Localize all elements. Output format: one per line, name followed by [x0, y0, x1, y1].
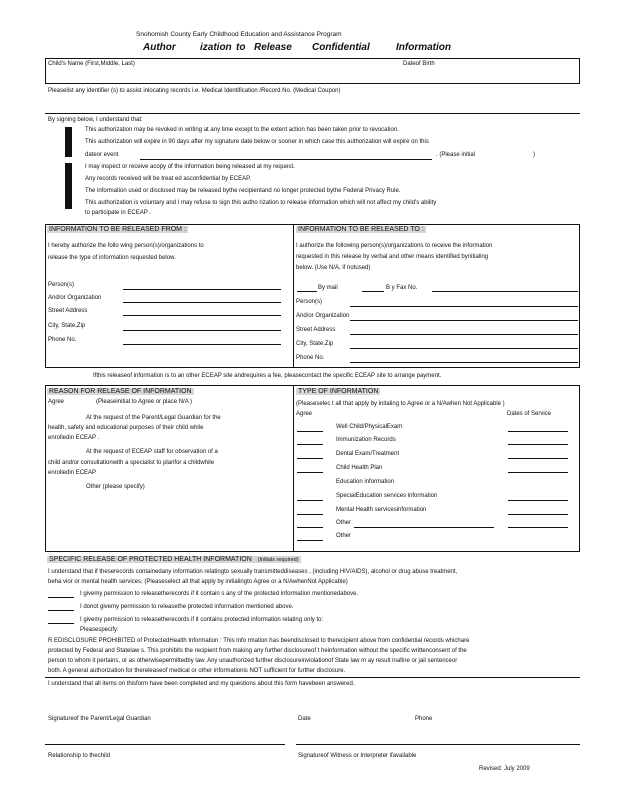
child-name-label: Child's Name (First,Middle, Last) — [48, 61, 135, 67]
type-item: Education information — [336, 479, 395, 485]
type-date-field[interactable] — [508, 514, 568, 515]
type-item: Child Health Plan — [336, 465, 383, 471]
identifier-label: Pleaselist any identifier (s) to assist inlocating records i.e. Medical Identification /Record No. (Medical Coupon) — [48, 88, 341, 94]
form-title-part: Author — [143, 42, 176, 53]
redisclosure-text: protected by Federal and Statelaw s. This prohibits the recipient from making any further disclosureof t heinformation without the specific writtenconsent of the — [48, 648, 467, 654]
type-item: SpecialEducation services information — [336, 493, 438, 499]
type-date-field[interactable] — [508, 500, 568, 501]
to-org-label: And/or Organization — [296, 313, 350, 319]
type-item: Immunization Records — [336, 437, 396, 443]
understand-item: This authorization may be revoked in writing at any time except to the extent action has been taken prior to revocation. — [85, 127, 399, 133]
reason-1: At the request of the Parent/Legal Guardian for the — [86, 415, 221, 421]
signature-label: Signatureof the Parent/Legal Guardian — [48, 716, 151, 722]
mail-initial-field[interactable] — [297, 291, 317, 292]
understand-item: to participate in ECEAP . — [85, 210, 151, 216]
to-body: below. (Use N/A, if notused) — [296, 265, 371, 271]
understand-item: dateor event — [85, 152, 119, 158]
reason-2: At the request of ECEAP staff for observation of a — [86, 449, 218, 455]
redisclosure-text: both. A general authorization for thereleaseof medical or other informationis NOT sufficient for further disclosure. — [48, 668, 346, 674]
type-other-field[interactable] — [354, 527, 494, 528]
type-date-field[interactable] — [508, 431, 568, 432]
to-phone-field[interactable] — [350, 362, 578, 363]
type-instruction: (Pleaseselec t all that apply by initaling to Agree or a N/Awhen Not Applicable ) — [296, 401, 505, 407]
form-title-part: Release — [254, 42, 292, 53]
from-org-field[interactable] — [123, 302, 281, 303]
from-person-label: Person(s) — [48, 282, 75, 288]
reason-1: enrolledin ECEAP . — [48, 435, 100, 441]
to-body: requested in this release by verbal and other means identified bynitialing — [296, 254, 489, 260]
from-person-field[interactable] — [123, 289, 281, 290]
program-name: Snohomish County Early Childhood Education and Assistance Program — [136, 31, 342, 38]
understand-intro: By signing below, I understand that: — [48, 117, 143, 123]
phi-option: I givemy permission to releasetherecords if it contain s any of the protected information mentionedabove. — [80, 591, 359, 597]
type-item: Dental Exam/Treatment — [336, 451, 400, 457]
witness-label: Signatureof Witness or Interpreter ifavailable — [298, 753, 417, 759]
reason-3: Other (please specify) — [86, 484, 145, 490]
to-phone-label: Phone No. — [296, 355, 325, 361]
relationship-label: Relationship to thechild — [48, 753, 111, 759]
understand-item: . (Please initial — [436, 152, 476, 158]
type-agree-field[interactable] — [297, 458, 323, 459]
to-section-title: INFORMATION TO BE RELEASED TO : — [298, 226, 424, 233]
phi-option: I givemy permission to releasetherecords if it contains protected information relating only to: — [80, 617, 324, 623]
reason-2: enrolledin ECEAP — [48, 470, 97, 476]
type-agree-field[interactable] — [297, 431, 323, 432]
understand-item: This authorization is voluntary and I may refuse to sign this autho rization to release information which will not affect my child's ability — [85, 200, 437, 206]
type-item: Other — [336, 533, 352, 539]
form-title-part: Information — [396, 42, 451, 53]
from-body: release the type of information requested below. — [48, 255, 176, 261]
form-title-part: Confidential — [312, 42, 370, 53]
to-street-field[interactable] — [350, 334, 578, 335]
understand-item: ) — [533, 152, 535, 158]
from-section-title: INFORMATION TO BE RELEASED FROM : — [49, 226, 186, 233]
phi-option-initial[interactable] — [48, 610, 74, 611]
type-item: Mental Health servicesinformation — [336, 507, 427, 513]
phi-specify: Pleasespecify: — [80, 627, 119, 633]
phi-section-title — [47, 556, 301, 563]
dob-field[interactable] — [403, 68, 573, 82]
type-agree-field[interactable] — [297, 514, 323, 515]
phi-option-initial[interactable] — [48, 623, 74, 624]
form-title-part: to — [236, 42, 246, 53]
redisclosure-text: person to whom it pertains, or as otherwisepermittedby law. Any unauthorized further disclosureinviolationof State law m ay result inafine or jail sentenceor — [48, 658, 458, 664]
reason-1: health, safety and educational purposes of their child while — [48, 425, 204, 431]
redisclosure-text: R EDISCLOSURE PROHIBITED of ProtectedHealth Information : This info rmation has beendisclosed to therecipient above from confidential records whichare — [48, 638, 470, 644]
witness-signature-field[interactable] — [296, 744, 580, 745]
type-dates-label: Dates of Service — [507, 411, 552, 417]
type-item: Other — [336, 520, 352, 526]
understand-item: The information used or disclosed may be released bythe recipientand no longer protected bythe Federal Privacy Rule. — [85, 188, 401, 194]
fax-initial-field[interactable] — [362, 291, 384, 292]
fax-number-field[interactable] — [432, 291, 578, 292]
to-body: I authorize the following person(s)/organizations to receive the information — [296, 243, 493, 249]
to-fax-label: B y Fax No. — [386, 285, 418, 291]
to-org-field[interactable] — [350, 320, 578, 321]
from-phone-label: Phone No. — [48, 337, 77, 343]
phi-text: I understand that if theserecords containedany information relatingto sexually transmitteddiseases , (including HIV/AIDS), alcohol or drug abuse treatment, — [48, 569, 458, 575]
revised-date: Revised: July 2009 — [479, 766, 530, 772]
type-agree-field[interactable] — [297, 500, 323, 501]
to-mail-label: By mail — [318, 285, 338, 291]
to-city-label: City, State,Zip — [296, 341, 334, 347]
type-agree-field[interactable] — [297, 444, 323, 445]
reason-instruction: (Pleaseinitial to Agree or place N/A ) — [96, 399, 193, 405]
understand-item: Any records received will be treat ed asconfidential by ECEAP. — [85, 176, 251, 182]
type-agree-field[interactable] — [297, 472, 323, 473]
type-date-field[interactable] — [508, 458, 568, 459]
from-city-label: City, State,Zip — [48, 323, 86, 329]
to-city-field[interactable] — [350, 348, 578, 349]
from-org-label: And/or Organization — [48, 295, 102, 301]
from-street-field[interactable] — [123, 315, 281, 316]
fee-note: Ifthis releaseof information is to an other ECEAP site andrequires a fee, pleasecontact the specific ECEAP site to arrange payment. — [93, 373, 442, 379]
reason-section-title: REASON FOR RELEASE OF INFORMATION — [49, 388, 192, 395]
completion-statement: I understand that all items on thisform have been completed and my questions about this form havebeen answered. — [48, 681, 355, 687]
reason-2: child and/or consultationwith a specialist to planfor a childwhile — [48, 460, 215, 466]
phone-label: Phone — [415, 716, 433, 722]
to-person-label: Person(s) — [296, 299, 323, 305]
phi-text: beha vior or mental health services, (Pleaseselect all that apply by initialingto Agree or a N/AwhenNot Applicable) — [48, 579, 348, 585]
understand-item: I may inspect or receive acopy of the information being released at my request. — [85, 164, 295, 170]
phi-option: I donot givemy permission to releasethe protected information mentioned above. — [80, 604, 294, 610]
type-agree-field[interactable] — [297, 527, 323, 528]
phi-title: SPECIFIC RELEASE OF PROTECTED HEALTH INFORMATION — [49, 556, 252, 563]
type-agree-field[interactable] — [297, 540, 323, 541]
form-title-part: ization — [200, 42, 232, 53]
type-date-field[interactable] — [508, 472, 568, 473]
to-person-field[interactable] — [350, 306, 578, 307]
from-body: I hereby authorize the follo wing person(s)/organizations to — [48, 243, 204, 249]
understand-item: This authorization will expire in 90 days after my signature date below or sooner in which case this authorization will expire on this — [85, 139, 429, 145]
expire-initial-field[interactable] — [490, 152, 530, 160]
from-phone-field[interactable] — [123, 344, 281, 345]
child-name-field[interactable] — [48, 68, 388, 82]
from-street-label: Street Address — [48, 308, 88, 314]
from-city-field[interactable] — [123, 330, 281, 331]
type-date-field[interactable] — [508, 444, 568, 445]
phi-title-note: (Initials required) — [257, 557, 299, 563]
phi-option-initial[interactable] — [48, 597, 74, 598]
dob-label: Dateof Birth — [403, 61, 435, 67]
to-street-label: Street Address — [296, 327, 336, 333]
type-item: Well Child/PhysicalExam — [336, 424, 403, 430]
reason-agree-label: Agree — [48, 399, 65, 405]
type-date-field[interactable] — [508, 527, 568, 528]
parent-signature-field[interactable] — [45, 744, 285, 745]
date-label: Date — [298, 716, 311, 722]
identifier-field[interactable] — [48, 96, 576, 110]
type-agree-label: Agree — [296, 411, 313, 417]
type-section-title: TYPE OF INFORMATION — [298, 388, 379, 395]
